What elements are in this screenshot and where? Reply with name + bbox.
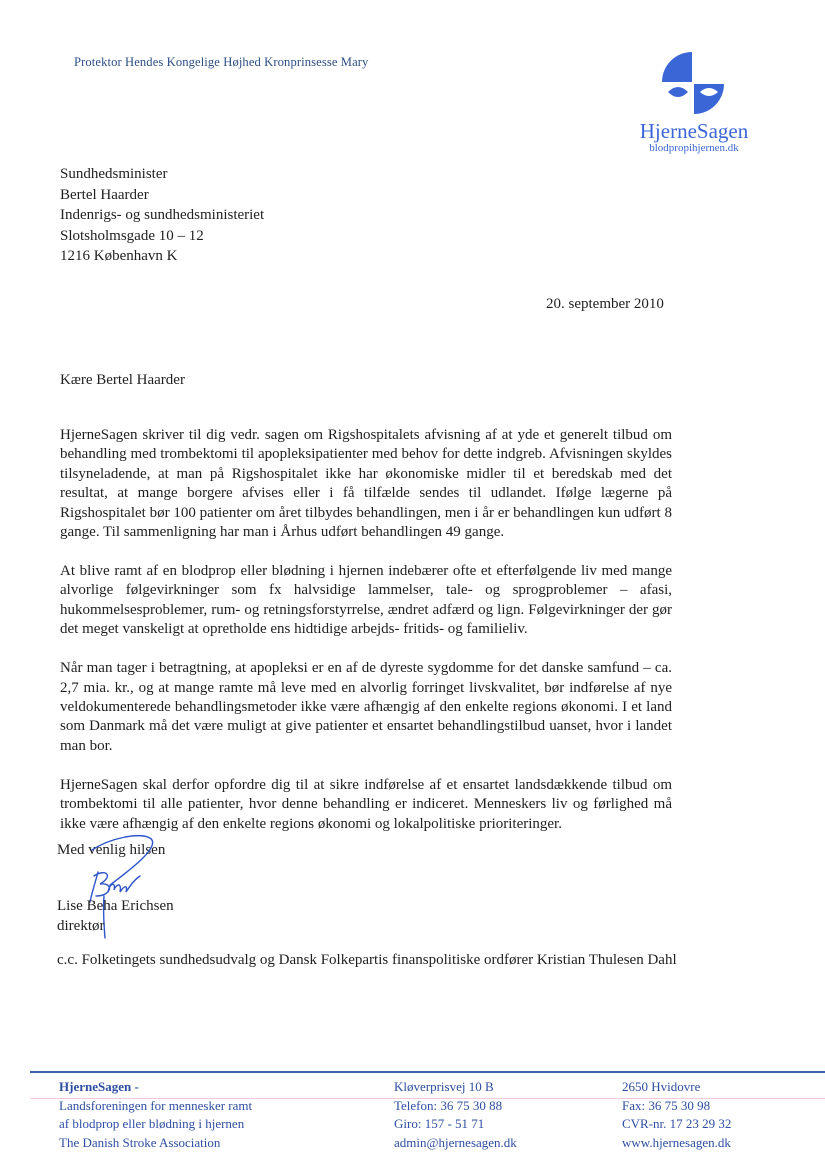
footer-city: 2650 Hvidovre [622,1079,701,1094]
recipient-line: Bertel Haarder [60,186,149,203]
footer-org-line: af blodprop eller blødning i hjernen [59,1116,245,1132]
footer-email-link[interactable]: admin@hjernesagen.dk [394,1134,517,1150]
footer-street: Kløverprisvej 10 B [394,1079,494,1094]
logo-name: HjerneSagen [639,119,749,143]
salutation: Kære Bertel Haarder [60,372,185,388]
footer-organization [59,1078,252,1152]
signer-name: Lise Beha Erichsen [57,898,174,914]
recipient-line: 1216 København K [60,248,178,265]
hjernesagen-face-logo-icon [662,52,726,118]
body-paragraph: At blive ramt af en blodprop eller blødning i hjernen indebærer ofte et efterfølgende liv med mange alvorlige følgevirkninger som fx halvsidige lammelser, tale- og sprogproblemer – afasi, hukommelsesproblemer, rum- og retningsforstyrrelse, ændret adfærd og lign. Følgevirkninger der gør det meget vanskeligt at opretholde ens hidtidige arbejds- fritids- og familieliv. [60,563,672,638]
letter-date: 20. september 2010 [546,296,664,312]
letter-body [60,426,672,854]
logo-url: blodpropihjernen.dk [649,142,739,154]
footer-cvr: CVR-nr. 17 23 29 32 [622,1116,732,1132]
footer-org-line: The Danish Stroke Association [59,1134,221,1150]
footer-contact [394,1078,517,1152]
footer-website-link[interactable]: www.hjernesagen.dk [622,1134,731,1150]
recipient-address [60,164,264,267]
body-paragraph: HjerneSagen skal derfor opfordre dig til at sikre indførelse af et ensartet landsdækkende tilbud om trombektomi til alle patienter, hvor denne behandling er indiceret. Menneskers liv og førlighed må ikke være afhængig af den enkelte regions økonomi og lokalpolitiske prioriteringer. [60,776,672,832]
patron-line: Protektor Hendes Kongelige Højhed Kronprinsesse Mary [74,55,369,69]
footer-giro: Giro: 157 - 51 71 [394,1116,485,1132]
body-paragraph: Når man tager i betragtning, at apopleksi er en af de dyreste sygdomme for det danske samfund – ca. 2,7 mia. kr., og at mange ramte må leve med en alvorlig forringet livskvalitet, bør indførelse af nye veldokumenterede behandlingsmetoder ikke være afhængig af den enkelte regions økonomi. I et land som Danmark må det være muligt at give patienter et ensartet behandlingstilbud uanset, hvor i landet man bor. [60,660,672,754]
footer-org-name: HjerneSagen - [59,1079,139,1094]
recipient-line: Slotsholmsgade 10 – 12 [60,227,204,244]
footer-phone: Telefon: 36 75 30 88 [394,1097,503,1113]
recipient-line: Sundhedsminister [60,166,168,182]
recipient-line: Indenrigs- og sundhedsministeriet [60,207,265,224]
signer-title: direktør [57,918,105,934]
body-paragraph: HjerneSagen skriver til dig vedr. sagen om Rigshospitalets afvisning af at yde et generelt tilbud om behandling med trombektomi til apopleksipatienter med behov for dette indgreb. Afvisningen skyldes tilsyneladende, at man på Rigshospitalet ikke har økonomiske midler til et beredskab med det resultat, at mange borgere afvises eller i få tilfælde sendes til udlandet. Ifølge lægerne på Rigshospitalet bør 100 patienter om året tilbydes behandlingen, men i år er behandlingen kun udført 8 gange. Til sammenligning har man i Århus udført behandlingen 49 gange. [60,427,672,541]
closing: Med venlig hilsen [57,842,166,858]
footer-details [622,1078,731,1152]
footer-org-line: Landsforeningen for mennesker ramt [59,1097,253,1113]
footer-divider [30,1071,825,1073]
organization-logo [624,52,764,155]
footer-fax: Fax: 36 75 30 98 [622,1097,711,1113]
cc-line: c.c. Folketingets sundhedsudvalg og Dansk Folkepartis finanspolitiske ordfører Kristian Thulesen Dahl [57,952,677,968]
